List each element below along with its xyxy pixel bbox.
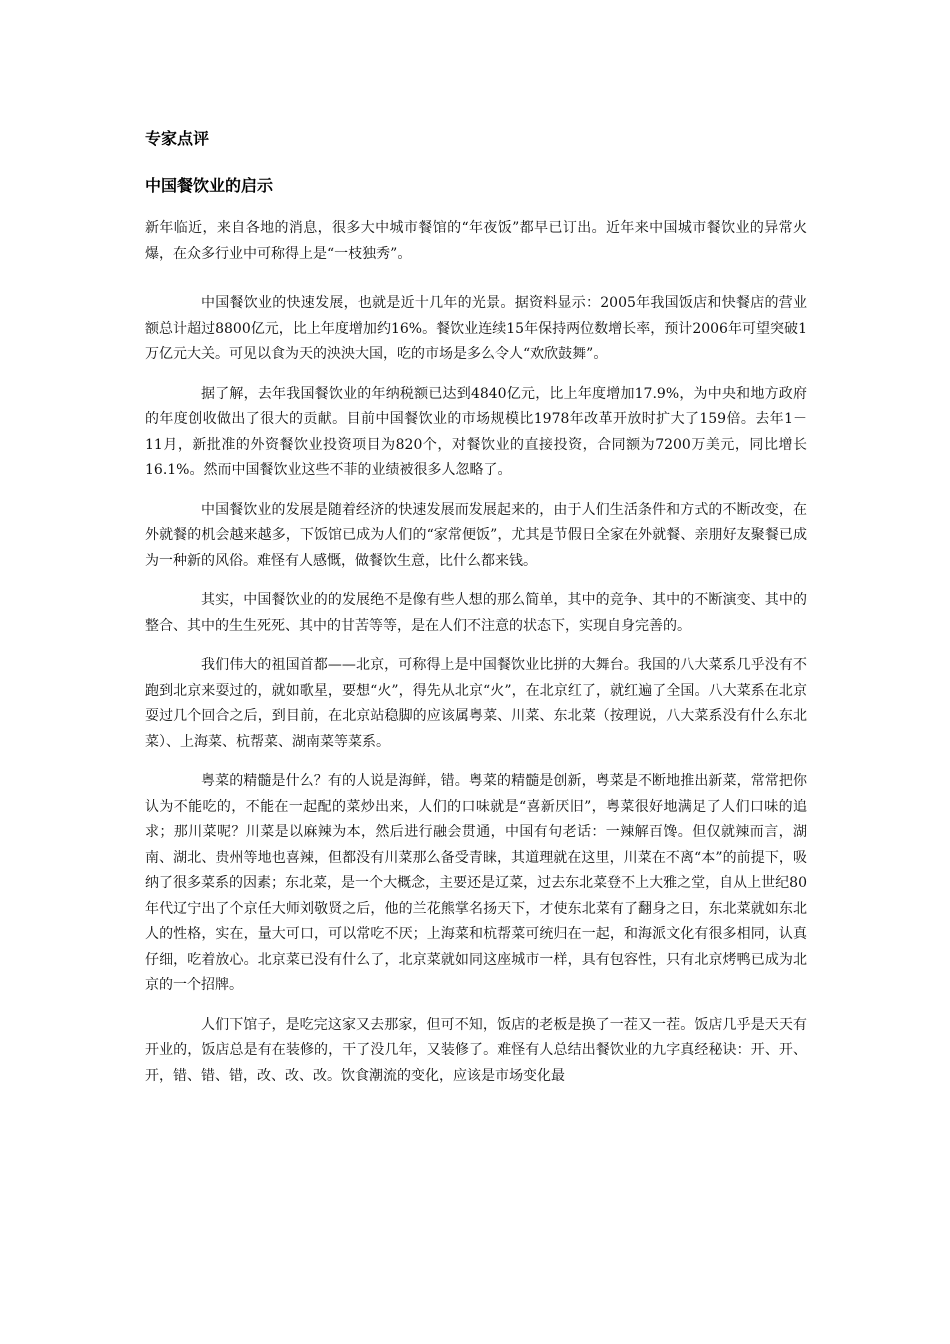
- paragraph-5: 其实，中国餐饮业的的发展绝不是像有些人想的那么简单，其中的竞争、其中的不断演变、其中的整合、其中的生生死死、其中的甘苦等等，是在人们不注意的状态下，实现自身完善的。: [145, 592, 807, 634]
- paragraph-8: 人们下馆子，是吃完这家又去那家，但可不知，饭店的老板是换了一茬又一茬。饭店几乎是天天有开业的，饭店总是有在装修的，干了没几年，又装修了。难怪有人总结出餐饮业的九字真经秘诀：开、开、开，错、错、错，改、改、改。饮食潮流的变化，应该是市场变化最: [145, 1016, 807, 1084]
- article-body: [145, 216, 807, 1103]
- paragraph-2: 中国餐饮业的快速发展，也就是近十几年的光景。据资料显示：2005年我国饭店和快餐店的营业额总计超过8800亿元，比上年度增加约16%。餐饮业连续15年保持两位数增长率，预计2006年可望突破1万亿元大关。可见以食为天的泱泱大国，吃的市场是多么令人“欢欣鼓舞”。: [145, 295, 807, 362]
- paragraph-4: 中国餐饮业的发展是随着经济的快速发展而发展起来的，由于人们生活条件和方式的不断改变，在外就餐的机会越来越多，下饭馆已成为人们的“家常便饭”，尤其是节假日全家在外就餐、亲朋好友聚餐已成为一种新的风俗。难怪有人感慨，做餐饮生意，比什么都来钱。: [145, 501, 807, 569]
- paragraph-1: 新年临近，来自各地的消息，很多大中城市餐馆的“年夜饭”都早已订出。近年来中国城市餐饮业的异常火爆，在众多行业中可称得上是“一枝独秀”。: [145, 220, 807, 262]
- paragraph-6: 我们伟大的祖国首都——北京，可称得上是中国餐饮业比拼的大舞台。我国的八大菜系几乎没有不跑到北京来耍过的，就如歌星，要想“火”，得先从北京“火”，在北京红了，就红遍了全国。八大菜系在北京耍过几个回合之后，到目前，在北京站稳脚的应该属粤菜、川菜、东北菜（按理说，八大菜系没有什么东北菜）、上海菜、杭帮菜、湖南菜等菜系。: [145, 657, 807, 750]
- article-title: 中国餐饮业的启示: [145, 176, 274, 195]
- paragraph-7: 粤菜的精髓是什么？有的人说是海鲜，错。粤菜的精髓是创新，粤菜是不断地推出新菜，常常把你认为不能吃的，不能在一起配的菜炒出来，人们的口味就是“喜新厌旧”，粤菜很好地满足了人们口味的追求；那川菜呢？川菜是以麻辣为本，然后进行融会贯通，中国有句老话：一辣解百馋。但仅就辣而言，湖南、湖北、贵州等地也喜辣，但都没有川菜那么备受青睐，其道理就在这里，川菜在不离“本”的前提下，吸纳了很多菜系的因素；东北菜，是一个大概念，主要还是辽菜，过去东北菜登不上大雅之堂，自从上世纪80年代辽宁出了个京任大师刘敬贤之后，他的兰花熊掌名扬天下，才使东北菜有了翻身之日，东北菜就如东北人的性格，实在，量大可口，可以常吃不厌；上海菜和杭帮菜可统归在一起，和海派文化有很多相同，认真仔细，吃着放心。北京菜已没有什么了，北京菜就如同这座城市一样，具有包容性，只有北京烤鸭已成为北京的一个招牌。: [145, 773, 807, 993]
- section-label: 专家点评: [145, 129, 210, 148]
- paragraph-3: 据了解，去年我国餐饮业的年纳税额已达到4840亿元，比上年度增加17.9%，为中央和地方政府的年度创收做出了很大的贡献。目前中国餐饮业的市场规模比1978年改革开放时扩大了159倍。去年1－11月，新批准的外资餐饮业投资项目为820个，对餐饮业的直接投资，合同额为7200万美元，同比增长16.1%。然而中国餐饮业这些不菲的业绩被很多人忽略了。: [145, 385, 807, 478]
